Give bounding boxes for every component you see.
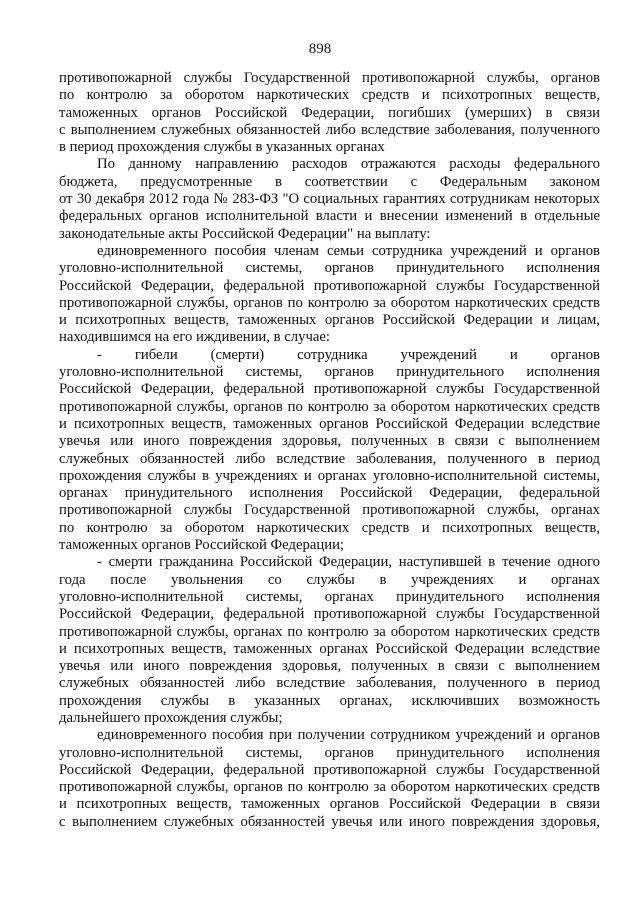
- document-body: [59, 70, 600, 831]
- text-line: единовременного пособия членам семьи сотрудника учреждений и органов: [97, 242, 600, 259]
- text-line: и психотропных веществ, таможенных органов Российской Федерации вследствие: [59, 415, 600, 432]
- text-line: увечья или иного повреждения здоровья, полученных в связи с выполнением: [59, 658, 600, 675]
- text-line: Российской Федерации, федеральной противопожарной службы Государственной: [59, 606, 600, 623]
- text-line: уголовно-исполнительной системы, органов принудительного исполнения: [59, 744, 600, 761]
- text-line: дальнейшего прохождения службы;: [59, 709, 283, 726]
- text-line: от 30 декабря 2012 года № 283-ФЗ "О социальных гарантиях сотрудникам некоторых: [59, 191, 600, 208]
- text-line: таможенных органов Российской Федерации;: [59, 537, 345, 554]
- text-line: с выполнением служебных обязанностей увечья или иного повреждения здоровья,: [59, 813, 600, 830]
- text-line: органах принудительного исполнения Российской Федерации, федеральной: [59, 485, 600, 502]
- text-line: противопожарной службы, органов по контролю за оборотом наркотических средств: [59, 779, 600, 796]
- text-line: уголовно-исполнительной системы, органов принудительного исполнения: [59, 260, 600, 277]
- text-line: по контролю за оборотом наркотических средств и психотропных веществ,: [59, 519, 600, 536]
- text-line: законодательные акты Российской Федерации" на выплату:: [59, 225, 431, 242]
- page-number: 898: [308, 41, 332, 57]
- text-line: бюджета, предусмотренные в соответствии с Федеральным законом: [59, 173, 600, 190]
- text-line: прохождения службы в учреждениях и органах уголовно-исполнительной системы,: [59, 467, 600, 484]
- text-line: находившимся на его иждивении, в случае:: [59, 329, 330, 346]
- text-line: года после увольнения со службы в учреждениях и органах: [59, 571, 600, 588]
- text-line: служебных обязанностей либо вследствие заболевания, полученного в период: [59, 675, 600, 692]
- text-line: противопожарной службы Государственной противопожарной службы, органах: [59, 502, 600, 519]
- text-line: противопожарной службы, органах по контролю за оборотом наркотических средств: [59, 623, 600, 640]
- text-line: с выполнением служебных обязанностей либо вследствие заболевания, полученного: [59, 121, 600, 138]
- text-line: Российской Федерации, федеральной противопожарной службы Государственной: [59, 761, 600, 778]
- text-line: таможенных органов Российской Федерации, погибших (умерших) в связи: [59, 104, 600, 121]
- text-line: и психотропных веществ, таможенных органах Российской Федерации вследствие: [59, 640, 600, 657]
- text-line: в период прохождения службы в указанных органах: [59, 139, 385, 156]
- text-line: - смерти гражданина Российской Федерации, наступившей в течение одного: [97, 554, 600, 571]
- text-line: Российской Федерации, федеральной противопожарной службы Государственной: [59, 381, 600, 398]
- text-line: - гибели (смерти) сотрудника учреждений и органов: [97, 346, 600, 363]
- text-line: противопожарной службы, органов по контролю за оборотом наркотических средств: [59, 294, 600, 311]
- text-line: Российской Федерации, федеральной противопожарной службы Государственной: [59, 277, 600, 294]
- text-line: противопожарной службы Государственной противопожарной службы, органов: [59, 70, 600, 86]
- text-line: По данному направлению расходов отражаются расходы федерального: [97, 156, 600, 173]
- text-line: федеральных органов исполнительной власти и внесении изменений в отдельные: [59, 208, 600, 225]
- text-line: уголовно-исполнительной системы, органах принудительного исполнения: [59, 588, 600, 605]
- text-line: уголовно-исполнительной системы, органов принудительного исполнения: [59, 364, 600, 381]
- text-line: противопожарной службы, органов по контролю за оборотом наркотических средств: [59, 398, 600, 415]
- text-line: по контролю за оборотом наркотических средств и психотропных веществ,: [59, 87, 600, 104]
- text-line: и психотропных веществ, таможенных органов Российской Федерации и лицам,: [59, 312, 600, 329]
- text-line: прохождения службы в указанных органах, исключивших возможность: [59, 692, 600, 709]
- text-line: и психотропных веществ, таможенных органов Российской Федерации в связи: [59, 796, 600, 813]
- text-line: единовременного пособия при получении сотрудником учреждений и органов: [97, 727, 600, 744]
- text-line: увечья или иного повреждения здоровья, полученных в связи с выполнением: [59, 433, 600, 450]
- text-line: служебных обязанностей либо вследствие заболевания, полученного в период: [59, 450, 600, 467]
